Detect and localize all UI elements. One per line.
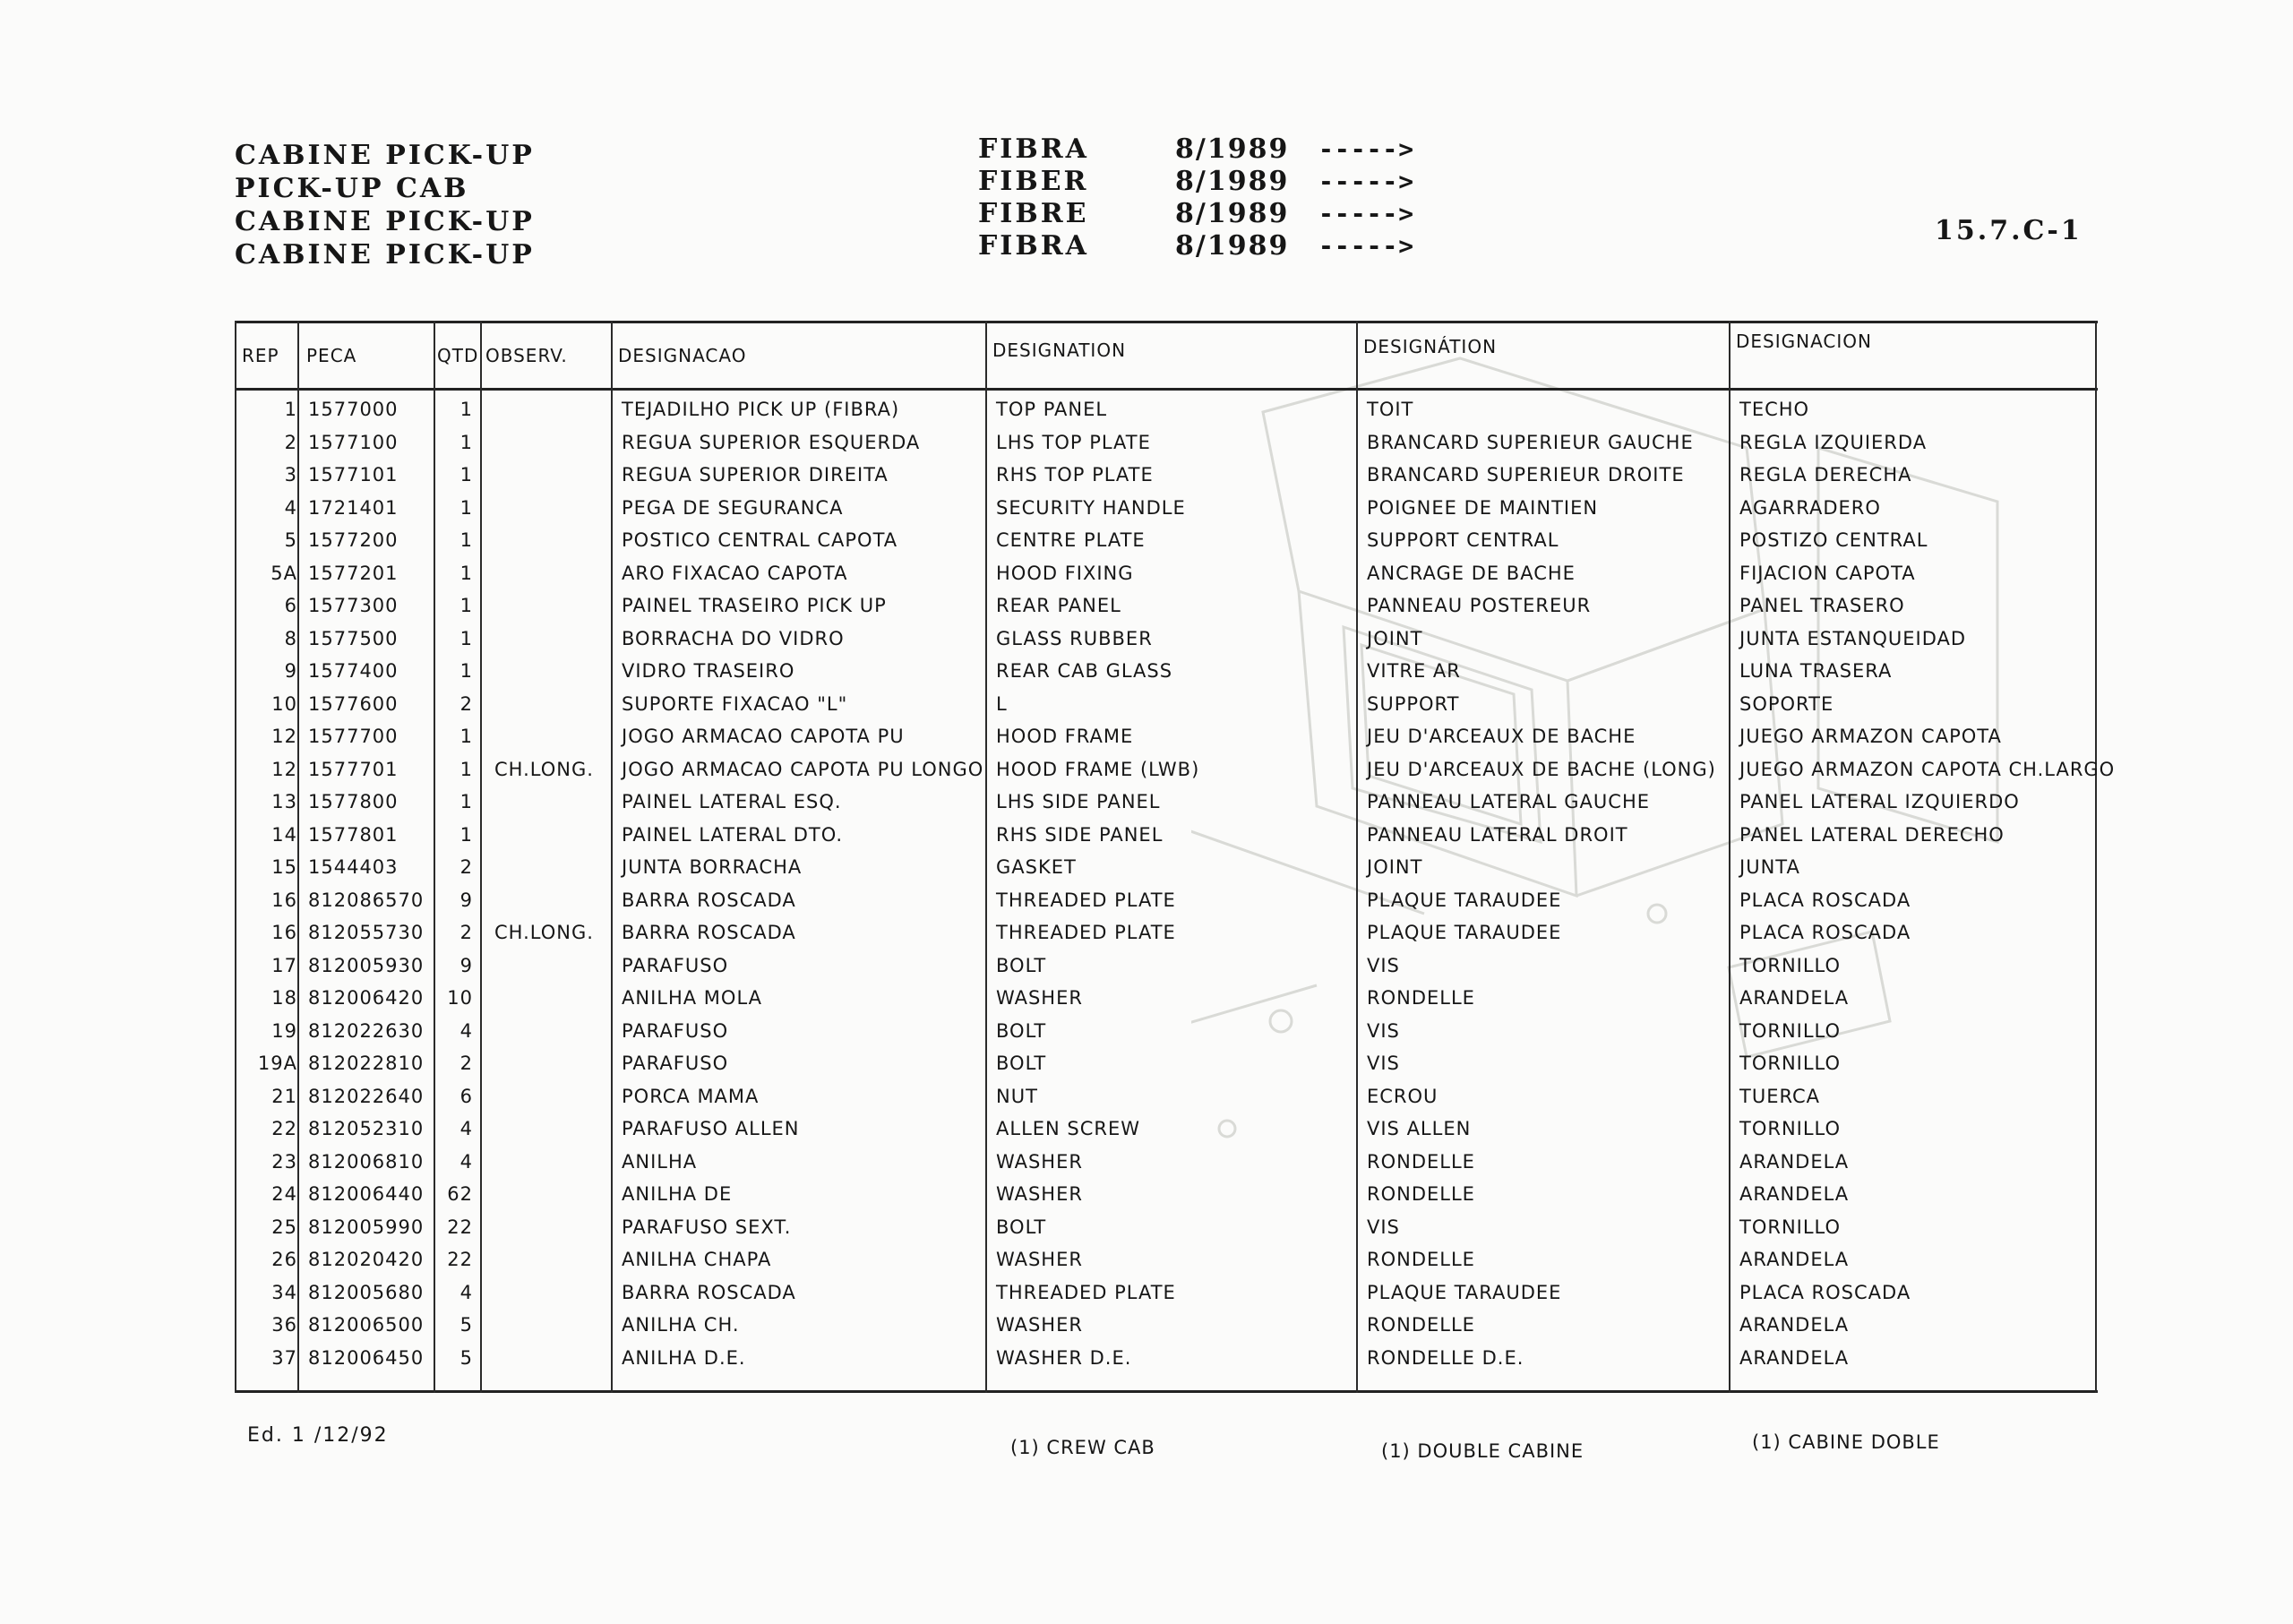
cell-designacao: PARAFUSO bbox=[622, 1053, 729, 1074]
cell-designation-fr: ANCRAGE DE BACHE bbox=[1367, 562, 1576, 584]
cell-designation-fr: JEU D'ARCEAUX DE BACHE (LONG) bbox=[1367, 758, 1716, 780]
table-row bbox=[235, 427, 2098, 460]
cell-designacao: BORRACHA DO VIDRO bbox=[622, 627, 845, 649]
validity-date: 8/1989 bbox=[1175, 165, 1290, 197]
cell-quantity: 10 bbox=[447, 987, 473, 1009]
table-row bbox=[235, 754, 2116, 787]
header-designation-fr: DESIGNÁTION bbox=[1363, 336, 1498, 357]
edition-date: Ed. 1 /12/92 bbox=[247, 1424, 389, 1447]
cell-quantity: 22 bbox=[447, 1216, 473, 1238]
cell-designacion: PANEL LATERAL DERECHO bbox=[1739, 823, 2005, 846]
cell-designation-fr: PLAQUE TARAUDEE bbox=[1367, 889, 1562, 911]
cell-rep: 18 bbox=[271, 987, 297, 1009]
cell-designation-fr: PANNEAU LATERAL GAUCHE bbox=[1367, 791, 1651, 812]
cell-part-number: 1577500 bbox=[308, 627, 399, 649]
cell-designacao: JOGO ARMACAO CAPOTA PU LONGO bbox=[622, 758, 984, 780]
cell-designacao: ANILHA CHAPA bbox=[622, 1249, 772, 1270]
cell-rep: 37 bbox=[271, 1346, 297, 1369]
cell-designacion: ARANDELA bbox=[1739, 1150, 1850, 1173]
cell-designacao: ANILHA MOLA bbox=[622, 987, 762, 1009]
cell-part-number: 1544403 bbox=[308, 856, 399, 878]
cell-quantity: 4 bbox=[459, 1281, 473, 1303]
table-row bbox=[235, 885, 2098, 918]
cell-rep: 16 bbox=[271, 889, 297, 911]
cell-rep: 5A bbox=[271, 562, 297, 584]
cell-designacao: PAINEL LATERAL DTO. bbox=[622, 823, 844, 846]
validity-arrow: -----> bbox=[1318, 230, 1415, 261]
header-designacao: DESIGNACAO bbox=[618, 345, 747, 366]
title-fr: CABINE PICK-UP bbox=[235, 206, 535, 237]
cell-quantity: 9 bbox=[459, 889, 473, 911]
cell-designation-en: BOLT bbox=[996, 954, 1047, 976]
material-validity bbox=[978, 133, 1414, 262]
table-row bbox=[235, 460, 2098, 493]
cell-part-number: 812006450 bbox=[308, 1346, 425, 1369]
cell-designacao: REGUA SUPERIOR ESQUERDA bbox=[622, 431, 921, 453]
cell-designation-fr: VITRE AR bbox=[1367, 660, 1461, 682]
cell-designacion: JUEGO ARMAZON CAPOTA CH.LARGO bbox=[1739, 758, 2116, 780]
cell-quantity: 1 bbox=[459, 431, 473, 453]
cell-part-number: 1577801 bbox=[308, 823, 399, 846]
table-bottom-rule bbox=[235, 1390, 2098, 1393]
cell-designation-en: HOOD FRAME bbox=[996, 726, 1134, 747]
cell-designation-fr: VIS bbox=[1367, 1216, 1400, 1238]
cell-rep: 12 bbox=[271, 758, 297, 780]
cell-designation-en: LHS TOP PLATE bbox=[996, 431, 1151, 453]
cell-designacion: TORNILLO bbox=[1739, 1118, 1842, 1139]
cell-quantity: 1 bbox=[459, 726, 473, 747]
cell-rep: 17 bbox=[271, 954, 297, 976]
cell-part-number: 1577600 bbox=[308, 692, 399, 715]
cell-part-number: 812022810 bbox=[308, 1053, 425, 1074]
cell-designation-fr: VIS ALLEN bbox=[1367, 1118, 1472, 1139]
header-designacion: DESIGNACION bbox=[1736, 331, 1872, 352]
cell-quantity: 1 bbox=[459, 562, 473, 584]
cell-designacion: REGLA IZQUIERDA bbox=[1739, 431, 1928, 453]
cell-quantity: 1 bbox=[459, 464, 473, 485]
cell-rep: 13 bbox=[271, 791, 297, 812]
cell-designation-fr: BRANCARD SUPERIEUR GAUCHE bbox=[1367, 431, 1694, 453]
cell-designacion: AGARRADERO bbox=[1739, 496, 1881, 519]
header-qtd: QTD bbox=[437, 345, 479, 366]
cell-rep: 19 bbox=[271, 1019, 297, 1042]
cell-designacao: PEGA DE SEGURANCA bbox=[622, 496, 844, 519]
table-row bbox=[235, 1081, 2098, 1114]
table-row bbox=[235, 1244, 2098, 1277]
cell-part-number: 1577200 bbox=[308, 529, 399, 551]
cell-quantity: 1 bbox=[459, 399, 473, 420]
cell-quantity: 2 bbox=[459, 1053, 473, 1074]
table-row bbox=[235, 983, 2098, 1016]
cell-designation-fr: PLAQUE TARAUDEE bbox=[1367, 922, 1562, 943]
cell-quantity: 1 bbox=[459, 660, 473, 682]
cell-designation-fr: PLAQUE TARAUDEE bbox=[1367, 1281, 1562, 1303]
validity-arrow: -----> bbox=[1318, 133, 1415, 164]
title-en: PICK-UP CAB bbox=[235, 173, 469, 204]
table-row bbox=[235, 1212, 2098, 1245]
table-row bbox=[235, 852, 2098, 885]
cell-designation-en: WASHER bbox=[996, 1314, 1083, 1336]
cell-designacion: TECHO bbox=[1739, 399, 1810, 420]
table-row bbox=[235, 623, 2098, 657]
cell-designacion: TUERCA bbox=[1739, 1085, 1821, 1107]
table-row bbox=[235, 590, 2098, 623]
table-row bbox=[235, 1113, 2098, 1147]
cell-designation-en: WASHER bbox=[996, 1150, 1083, 1173]
cell-designacion: ARANDELA bbox=[1739, 1249, 1850, 1270]
cell-rep: 26 bbox=[271, 1249, 297, 1270]
cell-designation-en: L bbox=[996, 692, 1008, 715]
cell-designacao: PARAFUSO bbox=[622, 954, 729, 976]
table-row bbox=[235, 493, 2098, 526]
cell-designacao: PARAFUSO bbox=[622, 1019, 729, 1042]
page-reference: 15.7.C-1 bbox=[1935, 215, 2083, 246]
table-row bbox=[235, 820, 2098, 853]
cell-designation-en: REAR PANEL bbox=[996, 595, 1121, 616]
cell-designacion: PANEL LATERAL IZQUIERDO bbox=[1739, 791, 2020, 812]
cell-designation-fr: RONDELLE bbox=[1367, 1183, 1475, 1205]
cell-designation-fr: PANNEAU LATERAL DROIT bbox=[1367, 823, 1628, 846]
cell-designation-en: REAR CAB GLASS bbox=[996, 660, 1173, 682]
cell-rep: 15 bbox=[271, 856, 297, 878]
cell-designacion: ARANDELA bbox=[1739, 1314, 1850, 1336]
cell-designation-en: GLASS RUBBER bbox=[996, 627, 1153, 649]
table-row bbox=[235, 394, 2098, 427]
cell-rep: 2 bbox=[284, 431, 297, 453]
cell-quantity: 22 bbox=[447, 1249, 473, 1270]
cell-quantity: 5 bbox=[459, 1346, 473, 1369]
cell-designation-en: GASKET bbox=[996, 856, 1077, 878]
cell-quantity: 2 bbox=[459, 856, 473, 878]
cell-quantity: 1 bbox=[459, 791, 473, 812]
validity-date: 8/1989 bbox=[1175, 133, 1290, 165]
table-row bbox=[235, 1048, 2098, 1081]
cell-part-number: 1721401 bbox=[308, 496, 399, 519]
validity-date: 8/1989 bbox=[1175, 197, 1290, 229]
cell-part-number: 812006500 bbox=[308, 1314, 425, 1336]
table-top-rule bbox=[235, 321, 2098, 323]
cell-designacion: ARANDELA bbox=[1739, 1346, 1850, 1369]
cell-designacion: LUNA TRASERA bbox=[1739, 660, 1893, 682]
cell-quantity: 1 bbox=[459, 627, 473, 649]
cell-designation-en: HOOD FIXING bbox=[996, 562, 1134, 584]
cell-designacion: ARANDELA bbox=[1739, 1183, 1850, 1205]
cell-designation-en: THREADED PLATE bbox=[996, 889, 1176, 911]
material-label: FIBRE bbox=[978, 197, 1089, 229]
cell-designation-fr: RONDELLE bbox=[1367, 1150, 1475, 1173]
cell-quantity: 1 bbox=[459, 595, 473, 616]
cell-part-number: 812055730 bbox=[308, 922, 425, 943]
cell-quantity: 5 bbox=[459, 1314, 473, 1336]
cell-designacao: ANILHA bbox=[622, 1150, 698, 1173]
cell-rep: 16 bbox=[271, 922, 297, 943]
cell-designacao: ANILHA D.E. bbox=[622, 1346, 746, 1369]
table-row bbox=[235, 558, 2098, 591]
validity-date: 8/1989 bbox=[1175, 229, 1290, 262]
cell-quantity: 6 bbox=[459, 1085, 473, 1107]
cell-designation-fr: BRANCARD SUPERIEUR DROITE bbox=[1367, 464, 1685, 485]
cell-designacion: ARANDELA bbox=[1739, 987, 1850, 1009]
cell-designation-en: HOOD FRAME (LWB) bbox=[996, 758, 1200, 780]
cell-designacion: PANEL TRASERO bbox=[1739, 595, 1905, 616]
cell-designation-fr: JOINT bbox=[1367, 856, 1423, 878]
table-row bbox=[235, 525, 2098, 558]
cell-designacion: PLACA ROSCADA bbox=[1739, 1281, 1911, 1303]
header-peca: PECA bbox=[306, 345, 357, 366]
table-header-rule bbox=[235, 388, 2098, 391]
cell-part-number: 1577101 bbox=[308, 464, 399, 485]
cell-designation-fr: PANNEAU POSTEREUR bbox=[1367, 595, 1592, 616]
table-row bbox=[235, 1147, 2098, 1180]
cell-rep: 22 bbox=[271, 1118, 297, 1139]
cell-designacion: TORNILLO bbox=[1739, 1019, 1842, 1042]
cell-designation-fr: SUPPORT bbox=[1367, 692, 1460, 715]
footnote-en: (1) CREW CAB bbox=[1010, 1437, 1155, 1458]
table-row bbox=[235, 656, 2098, 689]
cell-quantity: 2 bbox=[459, 692, 473, 715]
footnote-fr: (1) DOUBLE CABINE bbox=[1381, 1440, 1584, 1462]
cell-part-number: 812020420 bbox=[308, 1249, 425, 1270]
cell-part-number: 1577300 bbox=[308, 595, 399, 616]
title-es: CABINE PICK-UP bbox=[235, 239, 535, 271]
cell-rep: 5 bbox=[284, 529, 297, 551]
table-row bbox=[235, 1277, 2098, 1310]
cell-designacao: PARAFUSO ALLEN bbox=[622, 1118, 800, 1139]
cell-designacion: PLACA ROSCADA bbox=[1739, 922, 1911, 943]
cell-quantity: 4 bbox=[459, 1150, 473, 1173]
material-row bbox=[978, 165, 1414, 197]
cell-designacion: TORNILLO bbox=[1739, 1216, 1842, 1238]
header-rep: REP bbox=[242, 345, 279, 366]
title-pt: CABINE PICK-UP bbox=[235, 140, 535, 171]
cell-part-number: 812086570 bbox=[308, 889, 425, 911]
cell-part-number: 812005990 bbox=[308, 1216, 425, 1238]
table-row bbox=[235, 1310, 2098, 1343]
header-designation-en: DESIGNATION bbox=[992, 339, 1127, 361]
cell-designacao: PARAFUSO SEXT. bbox=[622, 1216, 792, 1238]
cell-designacao: REGUA SUPERIOR DIREITA bbox=[622, 464, 889, 485]
material-row bbox=[978, 229, 1414, 262]
cell-designacao: SUPORTE FIXACAO "L" bbox=[622, 692, 848, 715]
cell-designacao: ARO FIXACAO CAPOTA bbox=[622, 562, 848, 584]
cell-designation-fr: RONDELLE bbox=[1367, 1314, 1475, 1336]
cell-rep: 9 bbox=[284, 660, 297, 682]
cell-designation-fr: RONDELLE bbox=[1367, 1249, 1475, 1270]
cell-designacion: POSTIZO CENTRAL bbox=[1739, 529, 1928, 551]
cell-part-number: 1577201 bbox=[308, 562, 399, 584]
table-body bbox=[235, 394, 2116, 1375]
cell-designation-fr: JEU D'ARCEAUX DE BACHE bbox=[1367, 726, 1636, 747]
cell-part-number: 812022640 bbox=[308, 1085, 425, 1107]
cell-observation: CH.LONG. bbox=[494, 922, 594, 943]
table-row bbox=[235, 721, 2098, 754]
cell-designation-en: BOLT bbox=[996, 1053, 1047, 1074]
material-label: FIBRA bbox=[978, 133, 1089, 165]
cell-designation-en: RHS SIDE PANEL bbox=[996, 823, 1164, 846]
cell-part-number: 1577100 bbox=[308, 431, 399, 453]
cell-rep: 14 bbox=[271, 823, 297, 846]
table-header bbox=[235, 331, 2098, 381]
cell-part-number: 812052310 bbox=[308, 1118, 425, 1139]
cell-part-number: 812005930 bbox=[308, 954, 425, 976]
catalog-titles bbox=[235, 139, 535, 271]
header-observ: OBSERV. bbox=[485, 345, 568, 366]
cell-designacion: TORNILLO bbox=[1739, 1053, 1842, 1074]
cell-rep: 19A bbox=[257, 1053, 297, 1074]
cell-designacion: TORNILLO bbox=[1739, 954, 1842, 976]
cell-designacao: BARRA ROSCADA bbox=[622, 1281, 796, 1303]
cell-designation-en: ALLEN SCREW bbox=[996, 1118, 1141, 1139]
cell-designation-en: BOLT bbox=[996, 1019, 1047, 1042]
cell-designation-fr: POIGNEE DE MAINTIEN bbox=[1367, 496, 1599, 519]
cell-designacao: ANILHA CH. bbox=[622, 1314, 740, 1336]
cell-designation-en: BOLT bbox=[996, 1216, 1047, 1238]
cell-designation-fr: RONDELLE bbox=[1367, 987, 1475, 1009]
cell-designation-fr: SUPPORT CENTRAL bbox=[1367, 529, 1559, 551]
cell-designacion: JUNTA bbox=[1739, 856, 1800, 878]
cell-quantity: 1 bbox=[459, 496, 473, 519]
cell-quantity: 1 bbox=[459, 529, 473, 551]
cell-rep: 12 bbox=[271, 726, 297, 747]
cell-designacao: TEJADILHO PICK UP (FIBRA) bbox=[622, 399, 900, 420]
material-label: FIBER bbox=[978, 165, 1089, 197]
material-label: FIBRA bbox=[978, 229, 1089, 262]
cell-part-number: 812022630 bbox=[308, 1019, 425, 1042]
cell-designacion: JUEGO ARMAZON CAPOTA bbox=[1739, 726, 2002, 747]
cell-quantity: 1 bbox=[459, 823, 473, 846]
cell-designation-en: SECURITY HANDLE bbox=[996, 496, 1186, 519]
cell-designacion: JUNTA ESTANQUEIDAD bbox=[1739, 627, 1967, 649]
footnote-es: (1) CABINE DOBLE bbox=[1752, 1431, 1940, 1453]
cell-rep: 23 bbox=[271, 1150, 297, 1173]
cell-designation-en: WASHER bbox=[996, 987, 1083, 1009]
cell-part-number: 812006420 bbox=[308, 987, 425, 1009]
cell-rep: 6 bbox=[284, 595, 297, 616]
cell-rep: 24 bbox=[271, 1183, 297, 1205]
cell-rep: 10 bbox=[271, 692, 297, 715]
cell-designacao: ANILHA DE bbox=[622, 1183, 733, 1205]
cell-rep: 34 bbox=[271, 1281, 297, 1303]
cell-designation-en: NUT bbox=[996, 1085, 1038, 1107]
cell-quantity: 62 bbox=[447, 1183, 473, 1205]
cell-part-number: 1577700 bbox=[308, 726, 399, 747]
cell-part-number: 812005680 bbox=[308, 1281, 425, 1303]
cell-designacion: SOPORTE bbox=[1739, 692, 1834, 715]
cell-observation: CH.LONG. bbox=[494, 758, 594, 780]
cell-rep: 21 bbox=[271, 1085, 297, 1107]
cell-designacion: FIJACION CAPOTA bbox=[1739, 562, 1916, 584]
cell-designacao: BARRA ROSCADA bbox=[622, 889, 796, 911]
cell-designacion: PLACA ROSCADA bbox=[1739, 889, 1911, 911]
table-row bbox=[235, 1179, 2098, 1212]
cell-part-number: 1577701 bbox=[308, 758, 399, 780]
cell-rep: 4 bbox=[284, 496, 297, 519]
cell-part-number: 1577400 bbox=[308, 660, 399, 682]
table-row bbox=[235, 950, 2098, 984]
cell-quantity: 4 bbox=[459, 1019, 473, 1042]
cell-part-number: 1577800 bbox=[308, 791, 399, 812]
cell-rep: 1 bbox=[284, 399, 297, 420]
cell-quantity: 1 bbox=[459, 758, 473, 780]
table-row bbox=[235, 917, 2098, 950]
cell-part-number: 812006810 bbox=[308, 1150, 425, 1173]
parts-table bbox=[235, 296, 2116, 1393]
cell-designation-en: THREADED PLATE bbox=[996, 1281, 1176, 1303]
cell-designation-en: LHS SIDE PANEL bbox=[996, 791, 1161, 812]
cell-designacao: PORCA MAMA bbox=[622, 1085, 760, 1107]
cell-rep: 8 bbox=[284, 627, 297, 649]
cell-part-number: 1577000 bbox=[308, 399, 399, 420]
cell-designation-en: TOP PANEL bbox=[996, 399, 1108, 420]
cell-rep: 3 bbox=[284, 464, 297, 485]
cell-designacao: VIDRO TRASEIRO bbox=[622, 660, 795, 682]
cell-quantity: 2 bbox=[459, 922, 473, 943]
cell-designation-fr: TOIT bbox=[1367, 399, 1414, 420]
cell-quantity: 9 bbox=[459, 954, 473, 976]
cell-designacao: PAINEL TRASEIRO PICK UP bbox=[622, 595, 887, 616]
cell-designation-en: THREADED PLATE bbox=[996, 922, 1176, 943]
cell-rep: 25 bbox=[271, 1216, 297, 1238]
cell-part-number: 812006440 bbox=[308, 1183, 425, 1205]
validity-arrow: -----> bbox=[1318, 198, 1415, 228]
cell-designation-en: WASHER D.E. bbox=[996, 1346, 1132, 1369]
cell-designacao: PAINEL LATERAL ESQ. bbox=[622, 791, 842, 812]
table-row bbox=[235, 786, 2098, 820]
material-row bbox=[978, 133, 1414, 165]
cell-designation-en: WASHER bbox=[996, 1249, 1083, 1270]
cell-designation-fr: JOINT bbox=[1367, 627, 1423, 649]
cell-designation-en: WASHER bbox=[996, 1183, 1083, 1205]
table-row bbox=[235, 1343, 2098, 1376]
cell-designation-fr: VIS bbox=[1367, 1019, 1400, 1042]
cell-designacao: BARRA ROSCADA bbox=[622, 922, 796, 943]
cell-quantity: 4 bbox=[459, 1118, 473, 1139]
cell-designation-fr: ECROU bbox=[1367, 1085, 1438, 1107]
material-row bbox=[978, 197, 1414, 229]
cell-designacao: JUNTA BORRACHA bbox=[622, 856, 803, 878]
cell-designacao: POSTICO CENTRAL CAPOTA bbox=[622, 529, 898, 551]
cell-designation-en: RHS TOP PLATE bbox=[996, 464, 1154, 485]
table-row bbox=[235, 689, 2098, 722]
cell-designation-fr: RONDELLE D.E. bbox=[1367, 1346, 1524, 1369]
cell-designation-fr: VIS bbox=[1367, 954, 1400, 976]
cell-designation-fr: VIS bbox=[1367, 1053, 1400, 1074]
cell-designacion: REGLA DERECHA bbox=[1739, 464, 1912, 485]
table-row bbox=[235, 1016, 2098, 1049]
cell-designation-en: CENTRE PLATE bbox=[996, 529, 1146, 551]
cell-designacao: JOGO ARMACAO CAPOTA PU bbox=[622, 726, 905, 747]
cell-rep: 36 bbox=[271, 1314, 297, 1336]
validity-arrow: -----> bbox=[1318, 166, 1415, 196]
